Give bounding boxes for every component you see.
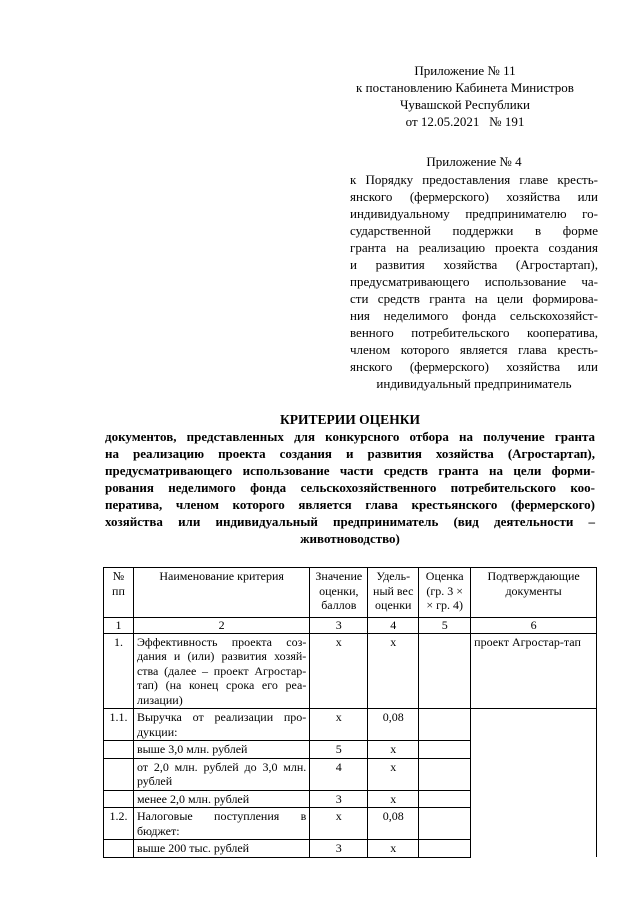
row-weight: 0,08: [368, 808, 419, 840]
appendix-4-line: членом которого является глава кресть-: [350, 342, 598, 357]
row-num: 1.: [104, 633, 134, 709]
subtitle-line: хозяйства или индивидуальный предприниматель (вид деятельности –: [105, 514, 595, 529]
document-title: КРИТЕРИИ ОЦЕНКИ: [280, 412, 420, 427]
column-number: 2: [133, 618, 309, 634]
appendix-4-line: янского (фермерского) хозяйства или: [350, 359, 598, 374]
header-name: Наименование критерия: [133, 568, 309, 618]
appendix-4-line: янского (фермерского) хозяйства или: [350, 189, 598, 204]
header-docs: Подтверждающие документы: [471, 568, 597, 618]
row-score: 4: [310, 758, 368, 790]
row-num: [104, 741, 134, 759]
appendix-4-line: ния неделимого фонда сельскохозяйст-: [350, 308, 598, 323]
row-num: 1.1.: [104, 709, 134, 741]
column-number: 6: [471, 618, 597, 634]
column-numbers-row: [104, 618, 597, 634]
table-header-row: [104, 568, 597, 618]
appendix-4-text: [350, 171, 598, 392]
appendix-4-line: индивидуальный предприниматель: [376, 376, 572, 391]
row-name: выше 3,0 млн. рублей: [133, 741, 309, 759]
row-rating: [419, 758, 471, 790]
table-row: [104, 633, 597, 709]
row-num: [104, 840, 134, 858]
row-rating: [419, 808, 471, 840]
appendix-11-line: к постановлению Кабинета Министров: [356, 80, 574, 95]
appendix-4-line: индивидуальному предпринимателю го-: [350, 206, 598, 221]
row-name: Выручка от реализации про-дукции:: [133, 709, 309, 741]
row-name: менее 2,0 млн. рублей: [133, 790, 309, 808]
row-score: х: [310, 709, 368, 741]
appendix-4-line: сударственной поддержки в форме: [350, 223, 598, 238]
criteria-table: [103, 567, 597, 858]
appendix-4-line: сти средств гранта на цели формирова-: [350, 291, 598, 306]
row-weight: х: [368, 790, 419, 808]
row-weight: х: [368, 840, 419, 858]
subtitle-line: рования неделимого фонда сельскохозяйственного потребительского коо-: [105, 480, 595, 495]
row-name: выше 200 тыс. рублей: [133, 840, 309, 858]
row-rating: [419, 633, 471, 709]
table-row: [104, 709, 597, 741]
header-rating: Оценка (гр. 3 × × гр. 4): [419, 568, 471, 618]
appendix-4-line: к Порядку предоставления главе кресть-: [350, 172, 598, 187]
row-name: Налоговые поступления в бюджет:: [133, 808, 309, 840]
column-number: 5: [419, 618, 471, 634]
column-number: 3: [310, 618, 368, 634]
appendix-11-line: от 12.05.2021 № 191: [405, 114, 525, 129]
subtitle-line: животноводство): [300, 531, 400, 546]
row-docs: проект Агростар-тап: [471, 633, 597, 709]
document-subtitle: [105, 428, 595, 547]
row-score: х: [310, 808, 368, 840]
row-rating: [419, 709, 471, 741]
row-docs-empty: [471, 709, 597, 858]
header-weight: Удель-ный вес оценки: [368, 568, 419, 618]
row-weight: х: [368, 758, 419, 790]
row-name: Эффективность проекта соз-дания и (или) развития хозяй-ства (далее – проект Агростар-тап) (на конец срока его реа-лизации): [133, 633, 309, 709]
row-name: от 2,0 млн. рублей до 3,0 млн. рублей: [133, 758, 309, 790]
row-score: х: [310, 633, 368, 709]
row-num: 1.2.: [104, 808, 134, 840]
appendix-11-block: [340, 62, 590, 130]
row-weight: х: [368, 633, 419, 709]
row-score: 5: [310, 741, 368, 759]
row-rating: [419, 790, 471, 808]
header-score: Значение оценки, баллов: [310, 568, 368, 618]
column-number: 1: [104, 618, 134, 634]
appendix-4-line: венного потребительского кооператива,: [350, 325, 598, 340]
appendix-4-line: предусматривающего использование ча-: [350, 274, 598, 289]
row-score: 3: [310, 790, 368, 808]
row-score: 3: [310, 840, 368, 858]
row-num: [104, 758, 134, 790]
appendix-4-heading: Приложение № 4: [426, 154, 522, 169]
row-num: [104, 790, 134, 808]
subtitle-line: предусматривающего использование части средств гранта на цели форми-: [105, 463, 595, 478]
row-rating: [419, 741, 471, 759]
subtitle-line: на реализацию проекта создания и развития хозяйства (Агростартап),: [105, 446, 595, 461]
appendix-4-line: и развития хозяйства (Агростартап),: [350, 257, 598, 272]
subtitle-line: ператива, членом которого является глава крестьянского (фермерского): [105, 497, 595, 512]
row-rating: [419, 840, 471, 858]
row-weight: х: [368, 741, 419, 759]
header-num: № пп: [104, 568, 134, 618]
appendix-11-line: Приложение № 11: [414, 63, 516, 78]
subtitle-line: документов, представленных для конкурсного отбора на получение гранта: [105, 429, 595, 444]
column-number: 4: [368, 618, 419, 634]
appendix-4-line: гранта на реализацию проекта создания: [350, 240, 598, 255]
row-weight: 0,08: [368, 709, 419, 741]
appendix-11-line: Чувашской Республики: [399, 97, 531, 112]
